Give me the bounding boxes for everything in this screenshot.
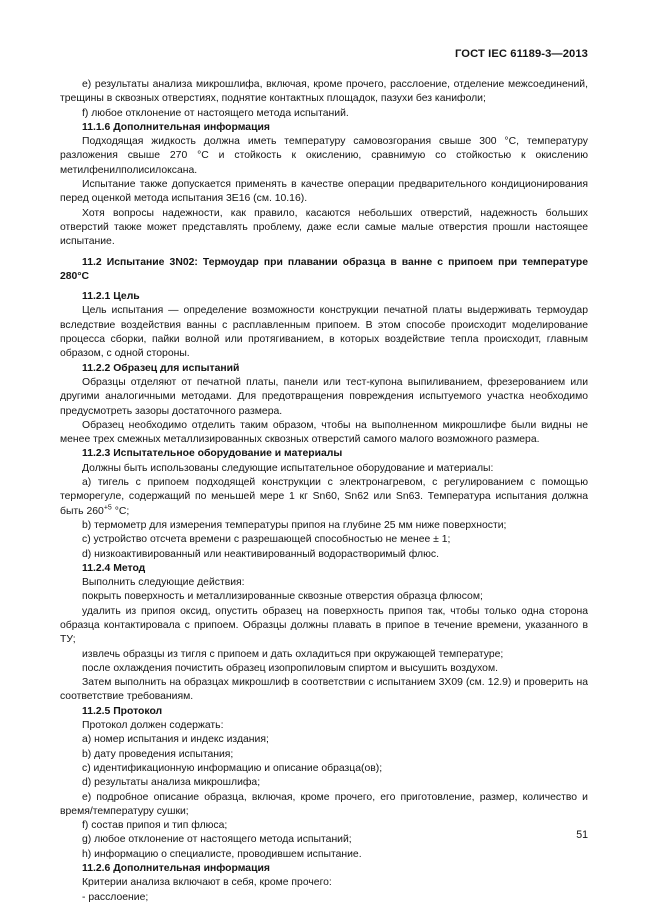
body-paragraph [60,533,588,547]
paragraph-text: с) устройство отсчета времени с разрешающей способностью не менее ± 1; [82,534,451,546]
paragraph-text: h) информацию о специалисте, проводившем испытание. [82,848,362,860]
body-paragraph [60,762,588,776]
paragraph-text: g) любое отклонение от настоящего метода испытаний; [82,834,352,846]
body-paragraph [60,304,588,361]
body-paragraph [60,791,588,820]
section-heading [60,862,588,876]
body-paragraph [60,590,588,604]
document-body [60,78,588,905]
paragraph-text: 11.1.6 Дополнительная информация [82,121,270,133]
body-paragraph [60,605,588,648]
body-paragraph [60,462,588,476]
paragraph-text: 11.2.3 Испытательное оборудование и материалы [82,448,343,460]
paragraph-text: b) дату проведения испытания; [82,748,234,760]
body-paragraph [60,748,588,762]
body-paragraph [60,733,588,747]
body-paragraph [60,676,588,705]
paragraph-text: d) низкоактивированный или неактивированный водорастворимый флюс. [82,548,439,560]
paragraph-text: b) термометр для измерения температуры припоя на глубине 25 мм ниже поверхности; [82,519,507,531]
paragraph-text: покрыть поверхность и металлизированные сквозные отверстия образца флюсом; [82,591,483,603]
paragraph-text: Образец необходимо отделить таким образом, чтобы на выполненном микрошлифе были видны не менее трех смежных металлизированных сквозных отверстий самого малого возможного размера. [60,419,588,446]
body-paragraph [60,419,588,448]
paragraph-text: 11.2 Испытание 3N02: Термоудар при плавании образца в ванне с припоем при температуре 280°С [60,256,588,282]
paragraph-text: Должны быть использованы следующие испытательное оборудование и материалы: [82,462,494,474]
paragraph-text: е) подробное описание образца, включая, кроме прочего, его приготовление, размер, количество и время/температуру сушки; [60,791,588,817]
paragraph-text: Критерии анализа включают в себя, кроме прочего: [82,877,332,889]
body-paragraph [60,376,588,419]
body-paragraph [60,476,588,519]
paragraph-tail: °С; [111,505,130,517]
paragraph-text: 11.2.5 Протокол [82,705,163,717]
paragraph-text: а) тигель с припоем подходящей конструкции с электронагревом, с регулированием с помощью терморегуле, содержащий по меньшей мере 1 кг Sn60, Sn62 или Sn63. Температура испытания должна быть 260 [60,477,588,517]
paragraph-text: f) любое отклонение от настоящего метода испытаний. [82,107,349,119]
body-paragraph [60,107,588,121]
paragraph-text: е) результаты анализа микрошлифа, включая, кроме прочего, расслоение, отделение межсоединений, трещины в сквозных отверстиях, поднятие контактных площадок, пазухи без канифоли; [60,79,588,105]
paragraph-text: f) состав припоя и тип флюса; [82,820,228,832]
paragraph-text: Подходящая жидкость должна иметь температуру самовозгорания свыше 300 °С, температуру разложения свыше 270 °С и стойкость к окислению, сравнимую со стойкостью к окислению метилфенилполисилоксана. [60,136,588,176]
paragraph-text: Образцы отделяют от печатной платы, панели или тест-купона выпиливанием, фрезерованием или другими аналогичными методами. Для предотвращения повреждения испытуемого участка необходимо предусмотреть зазоры достаточного размера. [60,376,588,417]
body-paragraph [60,833,588,847]
paragraph-text: Цель испытания — определение возможности конструкции печатной платы выдерживать термоудар вследствие воздействия ванны с расплавленным припоем. В этом способе происходит моделирование процесса сборки, пайки волной или протягиванием, в которых воздействие тепла происходит, главным образом, с одной стороны. [60,305,588,360]
body-paragraph [60,576,588,590]
paragraph-text: удалить из припоя оксид, опустить образец на поверхность припоя так, чтобы только одна сторона образца контактировала с припоем. Образцы должны плавать в припое в течение времени, указанного в ТУ; [60,605,588,646]
paragraph-text: 11.2.1 Цель [82,291,140,303]
section-heading [60,705,588,719]
body-paragraph [60,178,588,207]
page-number: 51 [576,829,588,841]
paragraph-text: 11.2.2 Образец для испытаний [82,362,240,374]
paragraph-text: 11.2.6 Дополнительная информация [82,863,270,875]
body-paragraph [60,776,588,790]
body-paragraph [60,891,588,905]
section-heading [60,562,588,576]
body-paragraph [60,648,588,662]
document-code-header: ГОСТ IEC 61189-3—2013 [454,48,588,60]
body-paragraph [60,819,588,833]
body-paragraph [60,719,588,733]
paragraph-text: d) результаты анализа микрошлифа; [82,777,261,789]
paragraph-text: 11.2.4 Метод [82,562,146,574]
tolerance-superscript: +5 [103,504,112,512]
paragraph-text: после охлаждения почистить образец изопропиловым спиртом и высушить воздухом. [82,662,498,674]
paragraph-text: Испытание также допускается применять в качестве операции предварительного кондиционирования перед оценкой метода испытания 3Е16 (см. 10.16). [60,179,588,205]
section-heading [60,447,588,461]
paragraph-text: а) номер испытания и индекс издания; [82,734,269,746]
body-paragraph [60,207,588,250]
body-paragraph [60,848,588,862]
paragraph-text: с) идентификационную информацию и описание образца(ов); [82,762,383,774]
section-heading [60,256,588,285]
body-paragraph [60,519,588,533]
body-paragraph [60,876,588,890]
section-heading [60,290,588,304]
paragraph-text: Выполнить следующие действия: [82,577,245,589]
section-heading [60,362,588,376]
body-paragraph [60,548,588,562]
body-paragraph [60,662,588,676]
body-paragraph [60,135,588,178]
body-paragraph [60,78,588,107]
paragraph-text: - расслоение; [82,891,149,903]
paragraph-text: Протокол должен содержать: [82,720,224,732]
section-heading [60,121,588,135]
paragraph-text: Затем выполнить на образцах микрошлиф в соответствии с испытанием 3Х09 (см. 12.9) и проверить на соответствие требованиям. [60,677,588,703]
paragraph-text: Хотя вопросы надежности, как правило, касаются небольших отверстий, надежность больших отверстий также может представлять проблему, даже если самые малые отверстия прошли настоящее испытание. [60,207,588,248]
paragraph-text: извлечь образцы из тигля с припоем и дать охладиться при окружающей температуре; [82,648,504,660]
